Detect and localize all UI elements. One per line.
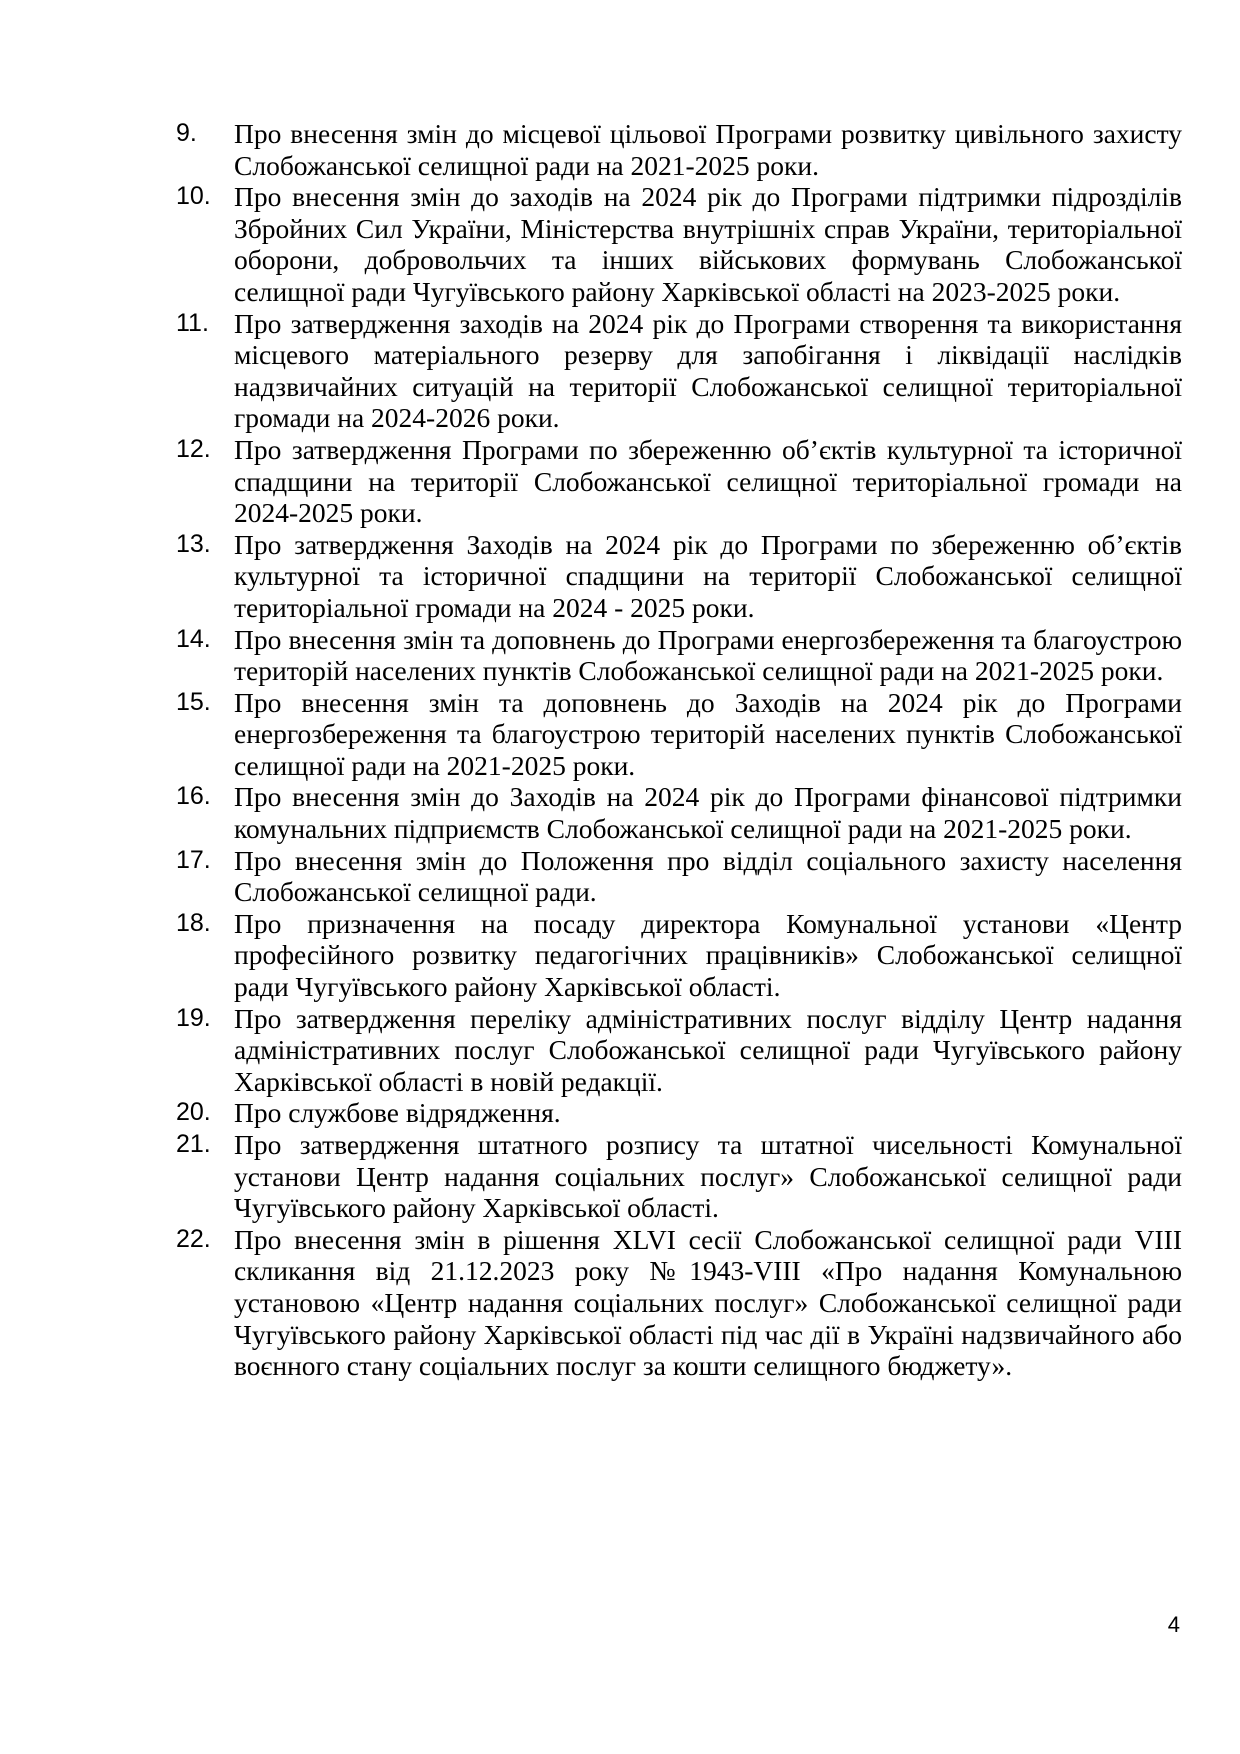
item-number: 12.	[176, 434, 211, 463]
item-text: Про внесення змін до Заходів на 2024 рік до Програми фінансової підтримки комунальних підприємств Слобожанської селищної ради на 2021-2025 роки.	[234, 781, 1182, 845]
list-item	[176, 1224, 1182, 1382]
item-number: 10.	[176, 182, 211, 211]
item-number: 13.	[176, 529, 211, 558]
item-text: Про внесення змін до місцевої цільової Програми розвитку цивільного захисту Слобожанської селищної ради на 2021-2025 роки.	[234, 118, 1182, 181]
list-item	[176, 1129, 1182, 1224]
item-number: 21.	[176, 1130, 211, 1158]
item-number: 19.	[176, 1003, 211, 1032]
item-text: Про внесення змін до Положення про відділ соціального захисту населення Слобожанської селищної ради.	[234, 844, 1182, 908]
list-item	[176, 1003, 1182, 1098]
list-item	[176, 308, 1182, 434]
item-number: 14.	[176, 624, 211, 653]
item-number: 22.	[176, 1224, 211, 1253]
item-text: Про затвердження переліку адміністративних послуг відділу Центр надання адміністративних послуг Слобожанської селищної ради Чугуївського району Харківської області в новій редакції.	[234, 1002, 1182, 1097]
list-item	[176, 624, 1182, 687]
item-text: Про затвердження штатного розпису та штатної чисельності Комунальної установи Центр надання соціальних послуг» Слобожанської селищної ради Чугуївського району Харківської області.	[234, 1129, 1182, 1224]
list-item	[176, 529, 1182, 624]
item-number: 16.	[176, 782, 211, 811]
item-text: Про затвердження Програми по збереженню об’єктів культурної та історичної спадщини на території Слобожанської селищної територіальної громади на 2024-2025 роки.	[234, 433, 1182, 529]
item-number: 17.	[176, 845, 211, 874]
list-item	[176, 1097, 1182, 1129]
item-text: Про затвердження Заходів на 2024 рік до Програми по збереженню об’єктів культурної та історичної спадщини на території Слобожанської селищної територіальної громади на 2024 - 2025 роки.	[234, 528, 1182, 623]
item-text: Про внесення змін до заходів на 2024 рік до Програми підтримки підрозділів Збройних Сил України, Міністерства внутрішніх справ України, територіальної оборони, добровольчих та інших військових формувань Слобожанської селищної ради Чугуївського району Харківської області на 2023-2025 роки.	[234, 181, 1182, 307]
list-item	[176, 118, 1182, 181]
list-item	[176, 434, 1182, 529]
item-text: Про внесення змін та доповнень до Програми енергозбереження та благоустрою територій населених пунктів Слобожанської селищної ради на 2021-2025 роки.	[234, 623, 1182, 687]
item-text: Про внесення змін та доповнень до Заходів на 2024 рік до Програми енергозбереження та благоустрою територій населених пунктів Слобожанської селищної ради на 2021-2025 роки.	[234, 686, 1182, 781]
item-text: Про затвердження заходів на 2024 рік до Програми створення та використання місцевого матеріального резерву для запобігання і ліквідації наслідків надзвичайних ситуацій на території Слобожанської селищної територіальної громади на 2024-2026 роки.	[234, 307, 1182, 434]
item-text: Про внесення змін в рішення XLVI сесії Слобожанської селищної ради VIII скликання від 21.12.2023 року №1943-VIII «Про надання Комунальною установою «Центр надання соціальних послуг» Слобожанської селищної ради Чугуївського району Харківської області під час дії в Україні надзвичайного або воєнного стану соціальних послуг за кошти селищного бюджету».	[234, 1223, 1182, 1382]
item-number: 20.	[176, 1098, 211, 1127]
list-item	[176, 781, 1182, 844]
item-number: 18.	[176, 908, 211, 937]
list-item	[176, 181, 1182, 307]
list-item	[176, 845, 1182, 908]
item-number: 11.	[176, 308, 209, 337]
list-item	[176, 908, 1182, 1003]
agenda-list	[176, 118, 1182, 1382]
item-text: Про службове відрядження.	[234, 1097, 561, 1129]
page-number: 4	[1167, 1612, 1180, 1637]
list-item	[176, 687, 1182, 782]
item-number: 9.	[176, 119, 197, 147]
item-text: Про призначення на посаду директора Комунальної установи «Центр професійного розвитку педагогічних працівників» Слобожанської селищної ради Чугуївського району Харківської області.	[234, 907, 1182, 1003]
item-number: 15.	[176, 687, 211, 716]
